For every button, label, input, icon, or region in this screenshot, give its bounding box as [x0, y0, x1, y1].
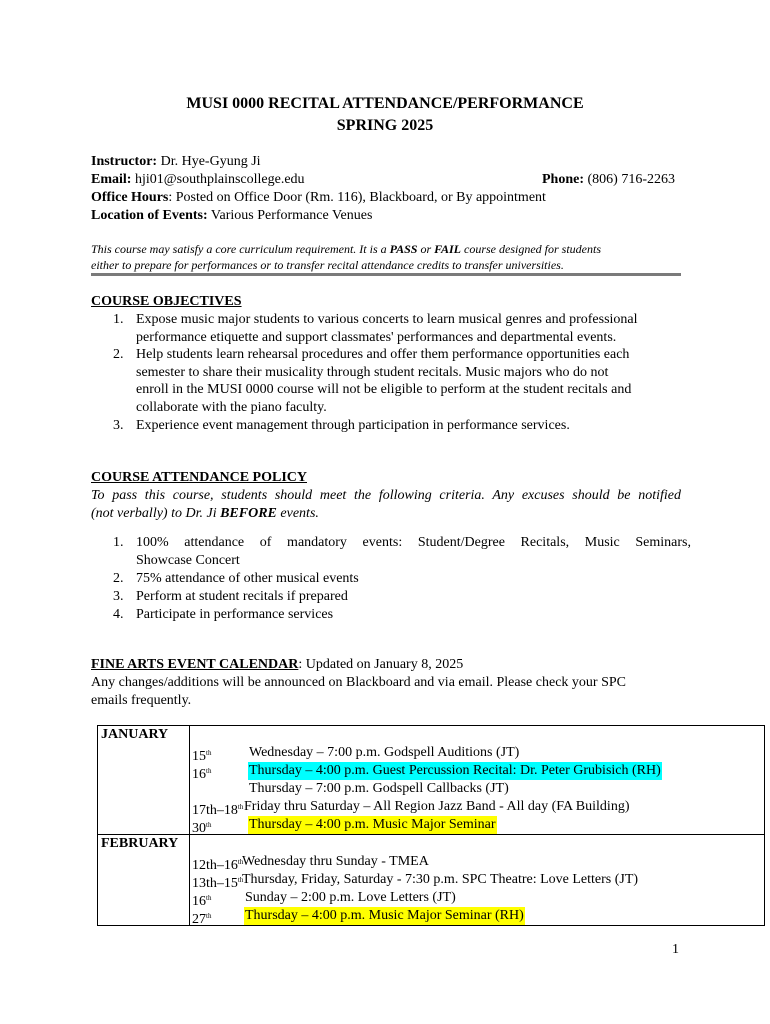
list-number: 3. — [113, 589, 124, 604]
list-text: Help students learn rehearsal procedures and offer them performance opportunities each — [136, 347, 630, 363]
core-requirement-note — [91, 241, 691, 273]
event-text: Friday thru Saturday – All Region Jazz Band - All day (FA Building) — [244, 799, 630, 814]
list-number: 4. — [113, 607, 124, 622]
note-or: or — [417, 242, 435, 256]
february-events — [190, 835, 765, 926]
note-fail: FAIL — [434, 242, 462, 256]
location-line — [91, 207, 372, 225]
document-title: MUSI 0000 RECITAL ATTENDANCE/PERFORMANCE — [186, 95, 584, 112]
office-hours-label: Office Hours — [91, 190, 169, 205]
event-date: 15th — [192, 749, 212, 764]
event-calendar-table — [97, 725, 765, 926]
section-divider — [91, 273, 681, 276]
table-row — [98, 835, 765, 926]
list-text: Expose music major students to various concerts to learn musical genres and professional — [136, 312, 638, 327]
list-text: collaborate with the piano faculty. — [136, 399, 327, 415]
table-row — [98, 726, 765, 835]
list-number: 3. — [113, 417, 124, 433]
event-text: Sunday – 2:00 p.m. Love Letters (JT) — [245, 890, 456, 905]
list-text: Perform at student recitals if prepared — [136, 589, 348, 604]
page-number: 1 — [672, 942, 679, 957]
phone-label: Phone: — [542, 172, 584, 187]
instructor-value: Dr. Hye-Gyung Ji — [157, 154, 261, 169]
calendar-updated: : Updated on January 8, 2025 — [298, 657, 464, 672]
list-text: Experience event management through participation in performance services. — [136, 417, 570, 433]
event-text-highlighted: Thursday – 4:00 p.m. Music Major Seminar (RH) — [245, 908, 524, 923]
event-row — [190, 853, 764, 871]
objectives-heading: COURSE OBJECTIVES — [91, 294, 242, 309]
event-text: Wednesday – 7:00 p.m. Godspell Auditions (JT) — [249, 745, 520, 760]
event-row — [190, 744, 764, 762]
event-text: Wednesday thru Sunday - TMEA — [242, 854, 429, 869]
event-date: 13th–15th — [192, 876, 244, 891]
note-text-2: course designed for students — [461, 242, 602, 256]
list-item — [91, 534, 691, 570]
list-number: 1. — [113, 312, 124, 327]
document-subtitle: SPRING 2025 — [336, 117, 434, 134]
event-date: 30th — [192, 821, 212, 836]
january-events — [190, 726, 765, 835]
event-row — [190, 762, 764, 780]
criteria-list — [91, 534, 691, 624]
objectives-list — [91, 311, 691, 434]
list-text: 100% attendance of mandatory events: Student/Degree Recitals, Music Seminars, — [136, 535, 691, 550]
event-text-highlighted: Thursday – 4:00 p.m. Music Major Seminar — [249, 817, 496, 832]
list-text: Participate in performance services — [136, 607, 334, 622]
email-value[interactable]: hji01@southplainscollege.edu — [131, 172, 305, 187]
event-row — [190, 780, 764, 798]
list-text: performance etiquette and support classmates' performances and departmental events. — [136, 329, 617, 345]
policy-intro-text: (not verbally) to Dr. Ji — [91, 506, 221, 521]
month-february: FEBRUARY — [98, 835, 190, 926]
office-hours-value: : Posted on Office Door (Rm. 116), Blackboard, or By appointment — [168, 190, 546, 205]
event-row — [190, 871, 764, 889]
phone-value: (806) 716-2263 — [584, 172, 675, 187]
list-text: Showcase Concert — [136, 553, 240, 568]
note-text: This course may satisfy a core curriculum requirement. It is a — [91, 242, 390, 256]
list-text: enroll in the MUSI 0000 course will not be eligible to perform at the student recitals and — [136, 382, 632, 398]
location-value: Various Performance Venues — [207, 208, 373, 223]
calendar-heading — [91, 656, 463, 674]
attendance-policy-heading: COURSE ATTENDANCE POLICY — [91, 470, 307, 485]
list-item — [91, 588, 691, 606]
event-date: 12th–16th — [192, 858, 244, 873]
list-item — [91, 570, 691, 588]
list-number: 1. — [113, 535, 124, 550]
office-hours-line — [91, 189, 546, 207]
email-label: Email: — [91, 172, 132, 187]
event-row — [190, 889, 764, 907]
list-text: 75% attendance of other musical events — [136, 571, 359, 586]
list-item — [91, 606, 691, 624]
event-text-highlighted: Thursday – 4:00 p.m. Guest Percussion Recital: Dr. Peter Grubisich (RH) — [249, 763, 661, 778]
list-number: 2. — [113, 571, 124, 586]
instructor-label: Instructor: — [91, 154, 158, 169]
event-date: 16th — [192, 894, 212, 909]
event-row — [190, 907, 764, 925]
location-label: Location of Events: — [91, 208, 208, 223]
event-date: 16th — [192, 767, 212, 782]
policy-intro-end: events. — [276, 506, 319, 521]
list-text: semester to share their musicality through student recitals. Music majors who do not — [136, 364, 609, 380]
note-text-3: either to prepare for performances or to transfer recital attendance credits to transfer universities. — [91, 258, 564, 272]
email-line — [91, 171, 305, 189]
event-row — [190, 798, 764, 816]
phone-line — [542, 171, 675, 189]
list-item — [91, 311, 691, 346]
list-item — [91, 417, 691, 435]
event-text: Thursday, Friday, Saturday - 7:30 p.m. SPC Theatre: Love Letters (JT) — [242, 872, 639, 887]
event-date: 17th–18th — [192, 803, 244, 818]
attendance-policy-intro — [91, 487, 681, 523]
instructor-line — [91, 153, 261, 171]
list-item — [91, 346, 691, 416]
note-pass: PASS — [389, 242, 418, 256]
calendar-note-line: Any changes/additions will be announced on Blackboard and via email. Please check your SPC — [91, 675, 626, 690]
event-text: Thursday – 7:00 p.m. Godspell Callbacks (JT) — [249, 781, 509, 796]
list-number: 2. — [113, 347, 124, 363]
event-date: 27th — [192, 912, 212, 927]
month-january: JANUARY — [98, 726, 190, 835]
policy-intro-before: BEFORE — [220, 506, 277, 521]
policy-intro-line: To pass this course, students should meet the following criteria. Any excuses should be notified — [91, 488, 681, 503]
calendar-heading-label: FINE ARTS EVENT CALENDAR — [91, 657, 299, 672]
event-row — [190, 816, 764, 834]
calendar-note-line: emails frequently. — [91, 693, 192, 708]
calendar-note — [91, 674, 691, 710]
